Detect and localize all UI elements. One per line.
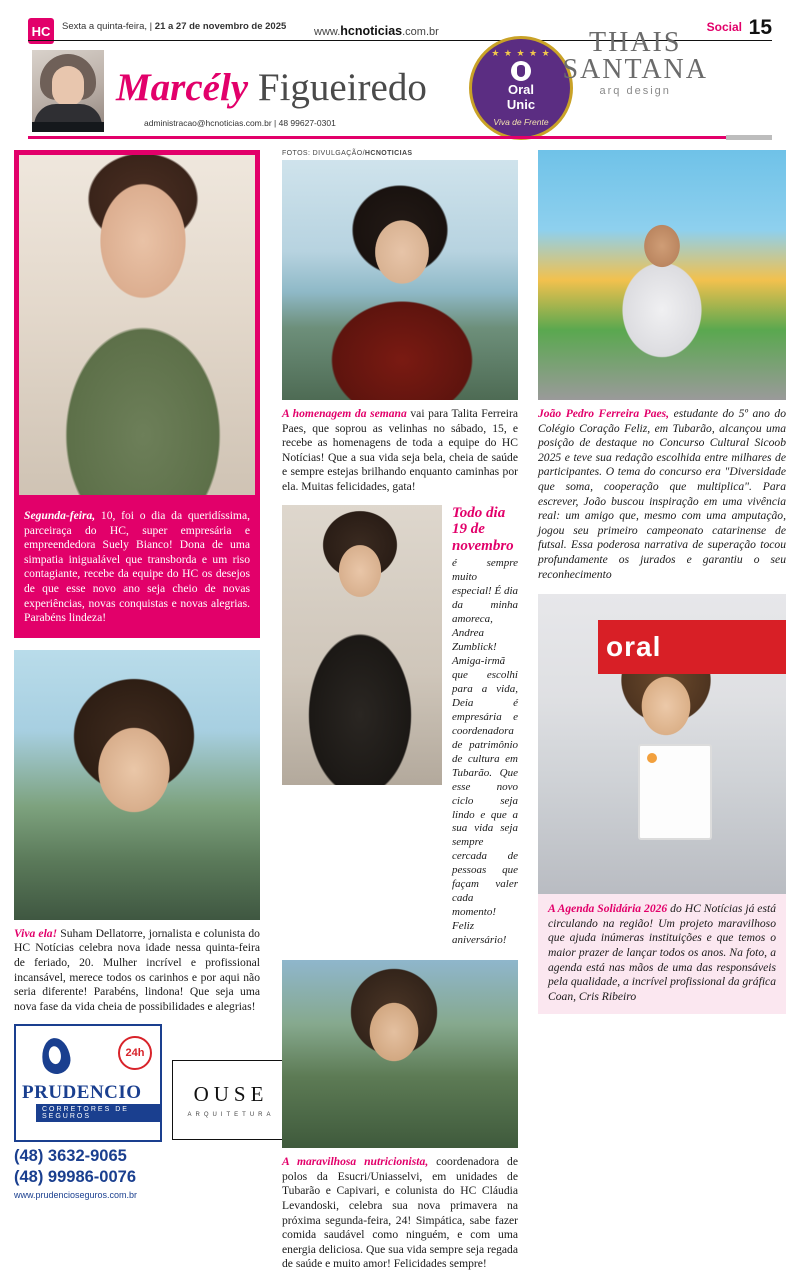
column-right xyxy=(538,150,786,1014)
ad-prudencio-subtitle: CORRETORES DE SEGUROS xyxy=(36,1104,160,1122)
issue-date-prefix: Sexta a quinta-feira, | xyxy=(62,21,155,32)
photo-joao-pedro xyxy=(538,150,786,400)
badge-24h: 24h xyxy=(118,1036,152,1070)
photo-credit xyxy=(282,150,518,157)
photo-talita-ferreira-paes xyxy=(282,160,518,400)
caption-text: coordenadora de polos da Esucri/Uniasselvi, em unidades de Tubarão e Capivari, e colunista do HC Cláudia Levandoski, celebra sua nova primavera na próxima segunda-feira, 24! Simpática, sabe fazer comida saudável como ninguém, e com uma energia deliciosa. Que sua vida sempre seja regada de saúde e muito amor! Felicidades sempre! xyxy=(282,1155,518,1271)
seal-name-line2: Unic xyxy=(506,97,536,113)
caption-segunda-feira xyxy=(14,500,260,638)
caption-text: do HC Notícias já está circulando na região! Um projeto maravilhoso que ajuda inúmeras instituições e que temos o maior prazer de lançar todos os anos. Na foto, a agenda está nas mãos de uma das responsáveis pela qualidade, a incrível profissional da gráfica Coan, Cris Ribeiro xyxy=(548,902,776,1003)
caption-lead: A maravilhosa nutricionista, xyxy=(282,1155,429,1169)
ad-ouse[interactable] xyxy=(172,1060,290,1140)
water-drop-icon xyxy=(40,1037,73,1077)
ad-phone-2: (48) 99986-0076 xyxy=(14,1167,137,1186)
column-center xyxy=(282,150,518,1272)
sponsor-line1: THAIS xyxy=(589,27,682,58)
seal-tagline: Viva de Frente xyxy=(493,116,549,127)
caption-agenda xyxy=(538,894,786,1014)
photo-claudia-levandoski xyxy=(282,960,518,1148)
seal-name-line1: Oral xyxy=(507,82,534,97)
caption-joao-pedro xyxy=(538,407,786,582)
ads-row xyxy=(14,1024,275,1200)
ad-ouse-name: OUSE xyxy=(193,1082,269,1107)
caption-lead: Segunda-feira, xyxy=(24,509,96,522)
sponsor-line3: arq design xyxy=(599,85,671,98)
caption-lead: A homenagem da semana xyxy=(282,407,407,420)
caption-text: vai para Talita Ferreira Paes, que soprou as velinhas no sábado, 15, e recebe as homenagens de toda a equipe do HC Notícias! Que a sua vida seja bela, cheia de saúde e sempre estejas brilhando enquanto caminhas por ela. Muitas felicidades, gata! xyxy=(282,407,518,493)
store-sign-text: oral xyxy=(606,631,662,663)
columnist-first-name: Marcély xyxy=(116,66,249,109)
caption-text: é sempre muito especial! É dia da minha amoreca, Andrea Zumblick! Amiga-irmã que escolhi para a vida, Deia é empresária e coordenadora de patrimônio de cultura em Tubarão. Que esse novo ciclo seja lindo e que a sua vida seja sempre cercada de pessoas que façam valer cada momento! Feliz aniversário! xyxy=(452,557,518,947)
avatar-bottom-bar xyxy=(32,122,104,132)
caption-text: 10, foi o dia da queridíssima, parceiraça do HC, super empresária e empreendedora Suely Bianco! Dona de uma simpatia inigualável que transborda e um riso contagiante, recebe da equipe do HC os desejos de que esse novo ano seja cheio de novas experiências, novas conquistas e novas alegrias. Parabéns lindeza! xyxy=(24,509,250,625)
caption-kicker: Todo dia 19 de novembro xyxy=(452,504,514,554)
columnist-last-name: Figueiredo xyxy=(257,66,427,109)
agenda-book xyxy=(638,744,712,840)
section-label: Social xyxy=(706,20,742,34)
caption-todo-dia xyxy=(452,505,518,949)
sponsor-line2: SANTANA xyxy=(562,53,708,85)
sponsor-logo xyxy=(562,27,708,98)
columnist-avatar xyxy=(32,50,104,132)
columnist-contact: administracao@hcnoticias.com.br | 48 99627-0301 xyxy=(144,118,336,128)
ad-prudencio-block[interactable] xyxy=(14,1024,162,1199)
ad-ouse-subtitle: ARQUITETURA xyxy=(187,1112,275,1119)
photo-credit-prefix: FOTOS: DIVULGAÇÃO/ xyxy=(282,150,365,157)
site-suffix: .com.br xyxy=(402,26,439,38)
photo-andrea-zumblick xyxy=(282,505,442,785)
caption-lead: João Pedro Ferreira Paes, xyxy=(538,407,670,420)
columnist-name xyxy=(116,68,427,107)
store-sign xyxy=(598,620,786,674)
site-prefix: www. xyxy=(314,26,341,38)
column-left xyxy=(14,150,275,1200)
photo-agenda-solidaria xyxy=(538,594,786,894)
caption-lead: Viva ela! xyxy=(14,926,58,940)
masthead-rule-accent xyxy=(726,135,772,140)
avatar-face xyxy=(52,66,84,106)
page-number: 15 xyxy=(748,16,772,39)
photo-credit-source: HCNOTICIAS xyxy=(364,150,413,157)
caption-homenagem xyxy=(282,407,518,495)
masthead xyxy=(14,0,786,128)
ad-ouse-block[interactable] xyxy=(172,1060,290,1140)
book-dot-icon xyxy=(647,753,657,763)
photo-suely-bianco xyxy=(14,150,260,500)
caption-viva-ela-wrap xyxy=(14,927,260,1015)
issue-date xyxy=(62,21,286,32)
caption-viva-ela xyxy=(14,927,260,1015)
site-main: hcnoticias xyxy=(340,24,403,38)
ad-prudencio-name: PRUDENCIO xyxy=(22,1082,142,1104)
issue-date-value: 21 a 27 de novembro de 2025 xyxy=(154,21,287,32)
website-url xyxy=(314,24,439,38)
photo-suham-dellatorre xyxy=(14,650,260,920)
tooth-icon xyxy=(511,61,531,81)
caption-text: Suham Dellatorre, jornalista e colunista do HC Notícias celebra nova idade nessa quinta-feira de feriado, 20. Mulher incrível e profissional incansável, merece todos os carinhos e por aqui não seria diferente! Parabéns, lindona! Que seja uma nova fase da vida cheia de possibilidades e alegrias! xyxy=(14,926,260,1013)
ad-prudencio-site[interactable]: www.prudencioseguros.com.br xyxy=(14,1189,138,1200)
ad-prudencio[interactable] xyxy=(14,1024,162,1142)
oral-unic-seal xyxy=(469,36,573,140)
masthead-bottom-rule xyxy=(28,136,772,139)
caption-lead: A Agenda Solidária 2026 xyxy=(548,902,668,916)
block-todo-dia xyxy=(282,505,518,949)
hc-logo-icon: HC xyxy=(28,18,54,44)
ad-phone-1: (48) 3632-9065 xyxy=(14,1147,127,1166)
caption-text: estudante do 5º ano do Colégio Coração Feliz, em Tubarão, alcançou uma posição de destaque no Concurso Cultural Sicoob 2025 e teve sua redação escolhida entre milhares de participantes. O tema do concurso era "Diversidade que soma, cooperação que multiplica". Para escrever, João buscou inspiração em uma vivência real: um amigo que, mesmo com uma amputação, jogou seu primeiro campeonato catarinense de futsal. Essa poderosa narrativa de superação tocou profundamente os jurados e garantiu o seu reconhecimento xyxy=(538,407,786,581)
caption-nutricionista xyxy=(282,1155,518,1272)
seal-stars: ★ ★ ★ ★ ★ xyxy=(491,48,551,58)
